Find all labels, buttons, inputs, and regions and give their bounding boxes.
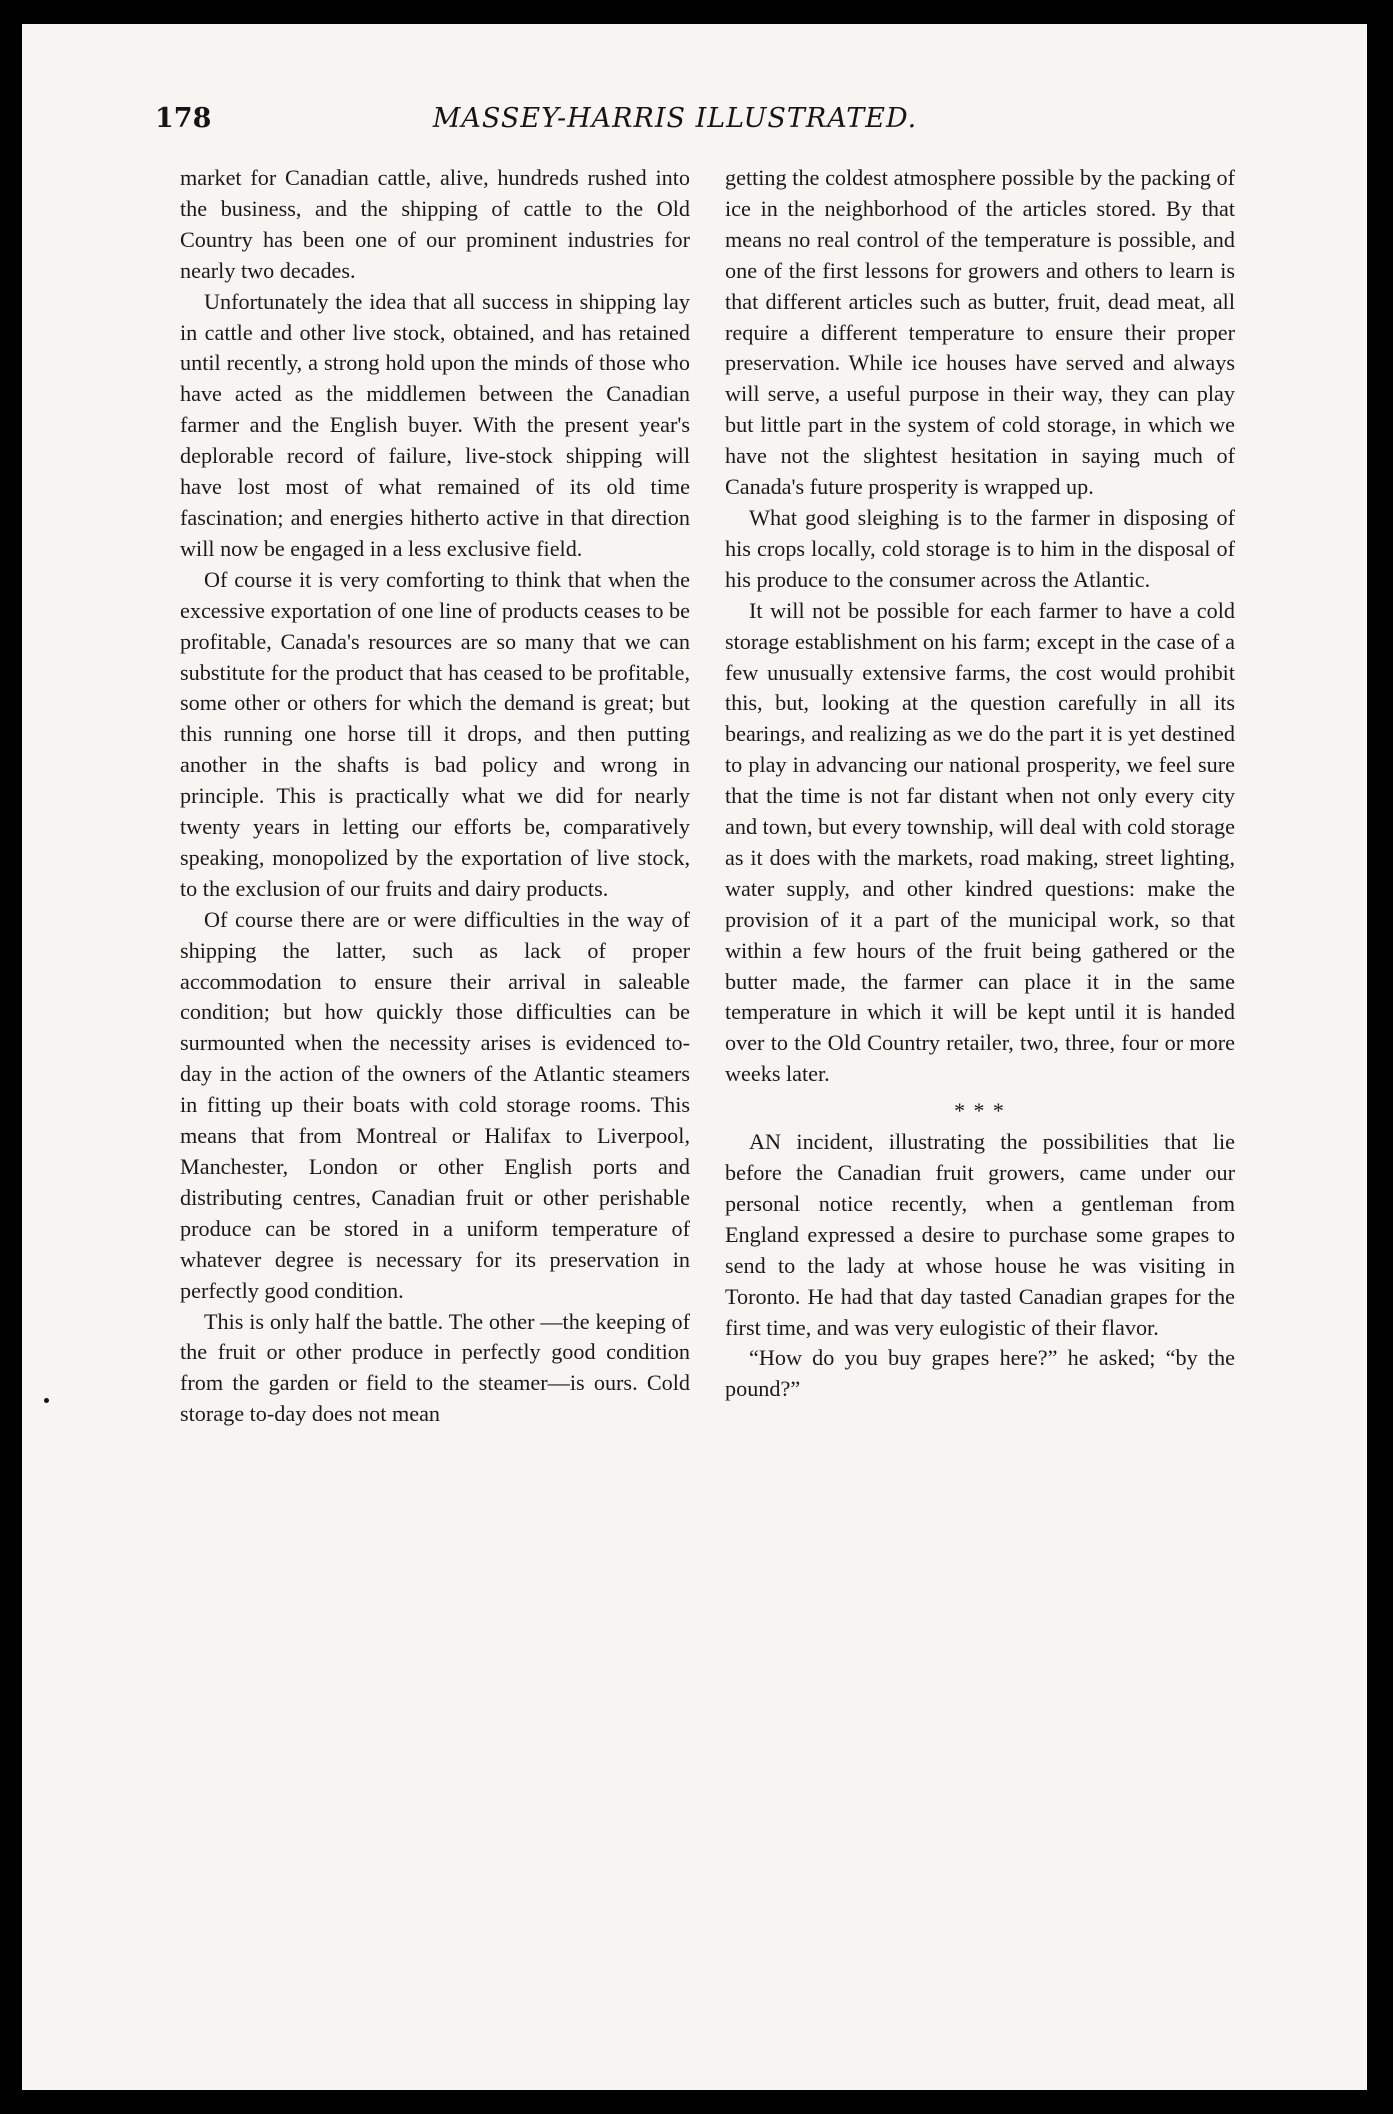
right-column bbox=[725, 163, 1235, 1993]
scan-speck bbox=[44, 1398, 49, 1403]
paragraph: Of course there are or were difficulties in the way of shipping the latter, such as lack of proper accommodation to ensure their arrival in saleable condition; but how quickly those difficulties can be surmounted when the necessity arises is evidenced to-day in the action of the owners of the Atlantic steamers in fitting up their boats with cold storage rooms. This means that from Montreal or Halifax to Liverpool, Manchester, London or other English ports and distributing centres, Canadian fruit or other perishable produce can be stored in a uniform temperature of whatever degree is necessary for its preservation in perfectly good condition. bbox=[180, 906, 690, 1303]
paragraph: market for Canadian cattle, alive, hundreds rushed into the business, and the shipping of cattle to the Old Country has been one of our prominent industries for nearly two decades. bbox=[180, 165, 690, 283]
paragraph: AN incident, illustrating the possibilities that lie before the Canadian fruit growers, came under our personal notice recently, when a gentleman from England expressed a desire to purchase some grapes to send to the lady at whose house he was visiting in Toronto. He had that day tasted Canadian grapes for the first time, and was very eulogistic of their flavor. bbox=[725, 1129, 1235, 1340]
paragraph: Unfortunately the idea that all success in shipping lay in cattle and other live stock, obtained, and has retained until recently, a strong hold upon the minds of those who have acted as the middlemen between the Canadian farmer and the English buyer. With the present year's deplorable record of failure, live-stock shipping will have lost most of what remained of its old time fascination; and energies hitherto active in that direction will now be engaged in a less exclusive field. bbox=[180, 288, 690, 561]
page-header bbox=[155, 103, 1195, 147]
left-column bbox=[180, 163, 690, 1993]
paragraph: getting the coldest atmosphere possible by the packing of ice in the neighborhood of the articles stored. By that means no real control of the temperature is possible, and one of the first lessons for growers and others to learn is that different articles such as butter, fruit, dead meat, all require a different temperature to ensure their proper preservation. While ice houses have served and always will serve, a useful purpose in their way, they can play but little part in the system of cold storage, in which we have not the slightest hesitation in saying much of Canada's future prosperity is wrapped up. bbox=[725, 165, 1235, 500]
running-title: MASSEY-HARRIS ILLUSTRATED. bbox=[432, 103, 918, 134]
paragraph: “How do you buy grapes here?” he asked; “by the pound?” bbox=[725, 1345, 1235, 1402]
paragraph: This is only half the battle. The other —the keeping of the fruit or other produce in perfectly good condition from the garden or field to the steamer—is ours. Cold storage to-day does not mean bbox=[180, 1308, 690, 1427]
paragraph: It will not be possible for each farmer to have a cold storage establishment on his farm; except in the case of a few unusually extensive farms, the cost would prohibit this, but, looking at the question carefully in all its bearings, and realizing as we do the part it is yet destined to play in advancing our national prosperity, we feel sure that the time is not far distant when not only every city and town, but every township, will deal with cold storage as it does with the markets, road making, street lighting, water supply, and other kindred questions: make the provision of it a part of the municipal work, so that within a few hours of the fruit being gathered or the butter made, the farmer can place it in the same temperature in which it will be kept until it is handed over to the Old Country retailer, two, three, four or more weeks later. bbox=[725, 597, 1235, 1087]
paragraph: What good sleighing is to the farmer in disposing of his crops locally, cold storage is to him in the disposal of his produce to the consumer across the Atlantic. bbox=[725, 504, 1235, 592]
section-separator: * * * bbox=[954, 1098, 1006, 1124]
page-number: 178 bbox=[155, 103, 212, 134]
paragraph: Of course it is very comforting to think that when the excessive exportation of one line of products ceases to be profitable, Canada's resources are so many that we can substitute for the product that has ceased to be profitable, some other or others for which the demand is great; but this running one horse till it drops, and then putting another in the shafts is bad policy and wrong in principle. This is practically what we did for nearly twenty years in letting our efforts be, comparatively speaking, monopolized by the exportation of live stock, to the exclusion of our fruits and dairy products. bbox=[180, 566, 690, 901]
